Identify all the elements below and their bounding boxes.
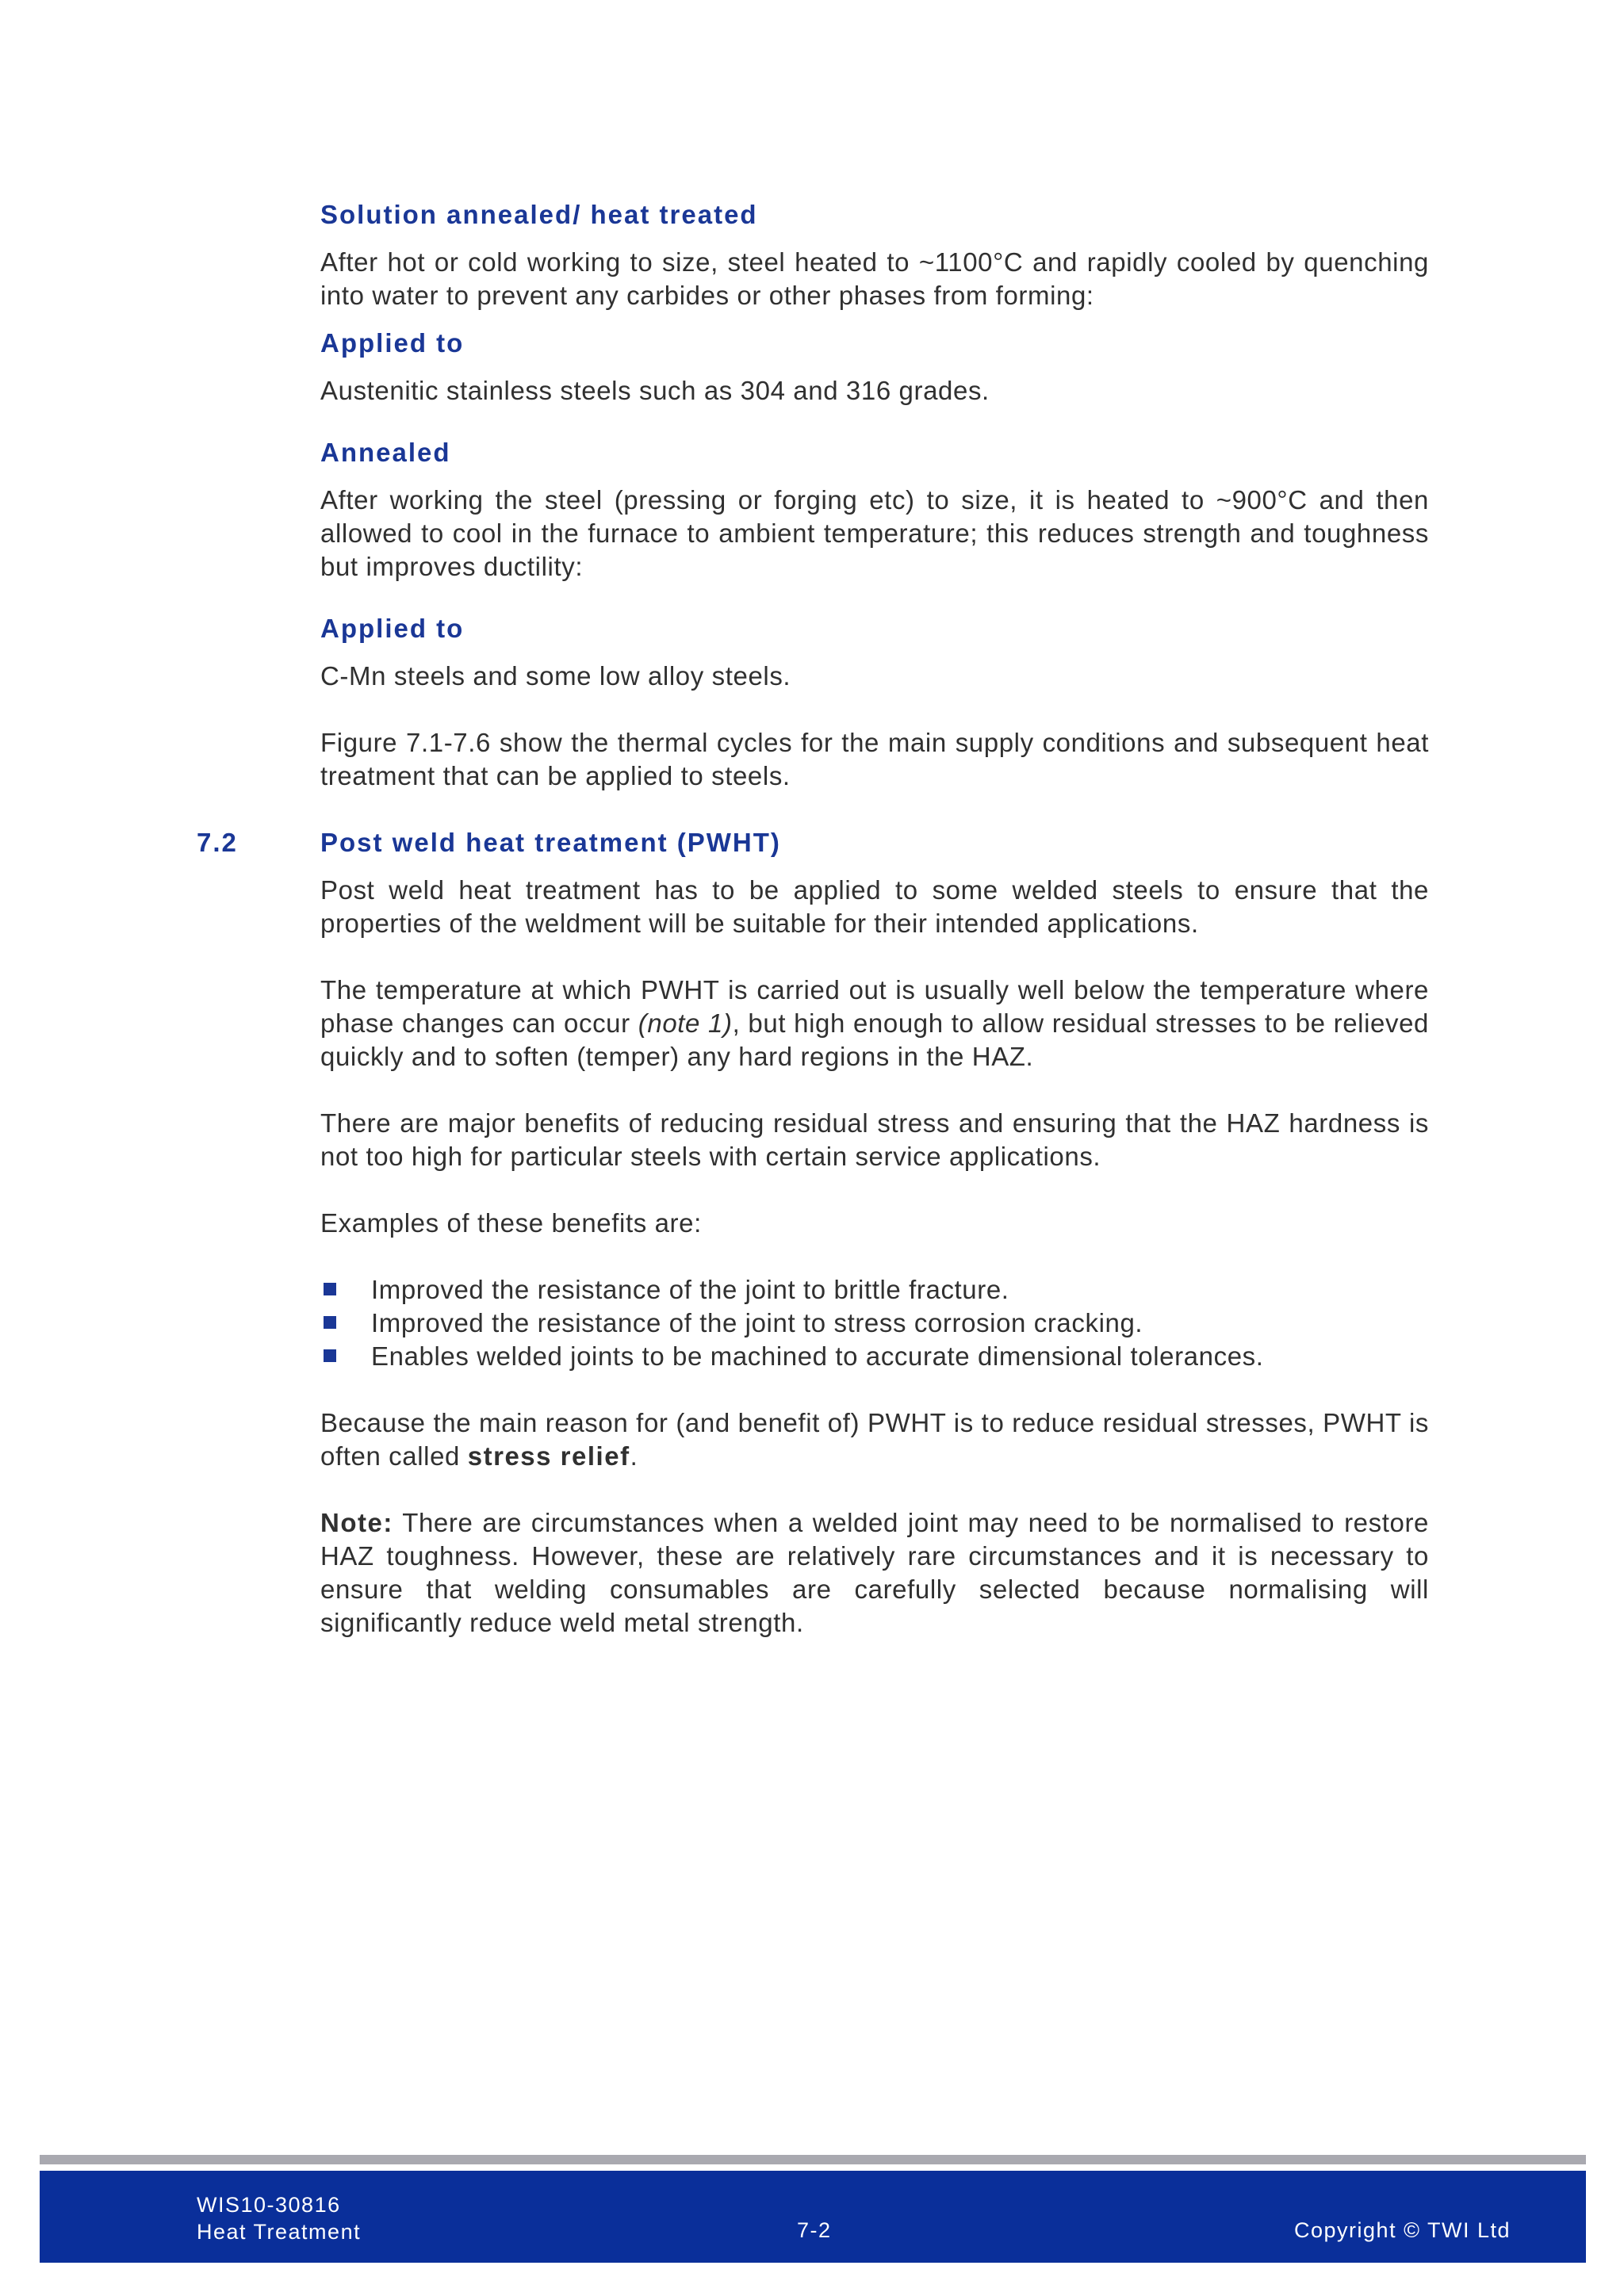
solution-annealed-heading: Solution annealed/ heat treated — [320, 200, 758, 229]
note-paragraph — [320, 1506, 1429, 1640]
list-item-text: Improved the resistance of the joint to stress corrosion cracking. — [371, 1308, 1143, 1337]
pwht-paragraph-5 — [320, 1406, 1429, 1473]
list-item-text: Enables welded joints to be machined to accurate dimensional tolerances. — [371, 1341, 1264, 1371]
figure-reference-paragraph: Figure 7.1-7.6 show the thermal cycles for the main supply conditions and subsequent heat treatment that can be applied to steels. — [320, 728, 1429, 790]
footer-doc-id: WIS10-30816 — [197, 2193, 341, 2217]
note-reference: (note 1) — [638, 1008, 733, 1038]
section-number: 7.2 — [197, 828, 238, 857]
pwht-heading-row — [197, 826, 1429, 859]
page-footer — [40, 2171, 1586, 2263]
pwht-paragraph-2 — [320, 974, 1429, 1073]
page-content — [197, 198, 1429, 1640]
solution-applied-heading: Applied to — [320, 328, 465, 358]
list-item — [320, 1273, 1429, 1307]
pwht-heading: Post weld heat treatment (PWHT) — [320, 828, 781, 857]
list-item — [320, 1340, 1429, 1373]
annealed-applied-text: C-Mn steels and some low alloy steels. — [320, 661, 791, 691]
footer-left — [197, 2191, 361, 2245]
annealed-heading: Annealed — [320, 438, 451, 467]
footer-copyright: Copyright © TWI Ltd — [1294, 2218, 1511, 2242]
square-bullet-icon — [324, 1316, 336, 1329]
footer-page-number: 7-2 — [797, 2218, 832, 2242]
stress-relief-term: stress relief — [467, 1441, 630, 1471]
annealed-applied-heading: Applied to — [320, 614, 465, 643]
annealed-paragraph: After working the steel (pressing or forging etc) to size, it is heated to ~900°C and then allowed to cool in the furnace to ambient temperature; this reduces strength and toughness but improves ductility: — [320, 485, 1429, 581]
pwht-paragraph-5-end: . — [630, 1441, 638, 1471]
pwht-paragraph-4: Examples of these benefits are: — [320, 1208, 702, 1238]
pwht-paragraph-1: Post weld heat treatment has to be applied to some welded steels to ensure that the properties of the weldment will be suitable for their intended applications. — [320, 875, 1429, 938]
list-item — [320, 1307, 1429, 1340]
pwht-paragraph-3: There are major benefits of reducing residual stress and ensuring that the HAZ hardness is not too high for particular steels with certain service applications. — [320, 1108, 1429, 1171]
pwht-paragraph-2-text-a: The temperature at which PWHT is carried out is usually well below the temperature where phase changes can occur — [320, 975, 1429, 1038]
solution-annealed-paragraph: After hot or cold working to size, steel heated to ~1100°C and rapidly cooled by quenching into water to prevent any carbides or other phases from forming: — [320, 247, 1429, 310]
solution-applied-text: Austenitic stainless steels such as 304 and 316 grades. — [320, 376, 990, 405]
square-bullet-icon — [324, 1349, 336, 1362]
footer-section: Heat Treatment — [197, 2220, 362, 2244]
list-item-text: Improved the resistance of the joint to brittle fracture. — [371, 1275, 1009, 1304]
footer-divider — [40, 2155, 1586, 2164]
pwht-paragraph-2-text-b: , but high enough to allow residual stresses to be relieved quickly and to soften (temper) any hard regions in the HAZ. — [320, 1008, 1429, 1071]
note-label: Note: — [320, 1508, 393, 1537]
note-text: There are circumstances when a welded joint may need to be normalised to restore HAZ toughness. However, these are relatively rare circumstances and it is necessary to ensure that welding consumables are carefully selected because normalising will significantly reduce weld metal strength. — [320, 1508, 1429, 1637]
benefits-list — [320, 1273, 1429, 1373]
square-bullet-icon — [324, 1283, 336, 1295]
pwht-paragraph-5-text: Because the main reason for (and benefit of) PWHT is to reduce residual stresses, PWHT is often called — [320, 1408, 1429, 1471]
